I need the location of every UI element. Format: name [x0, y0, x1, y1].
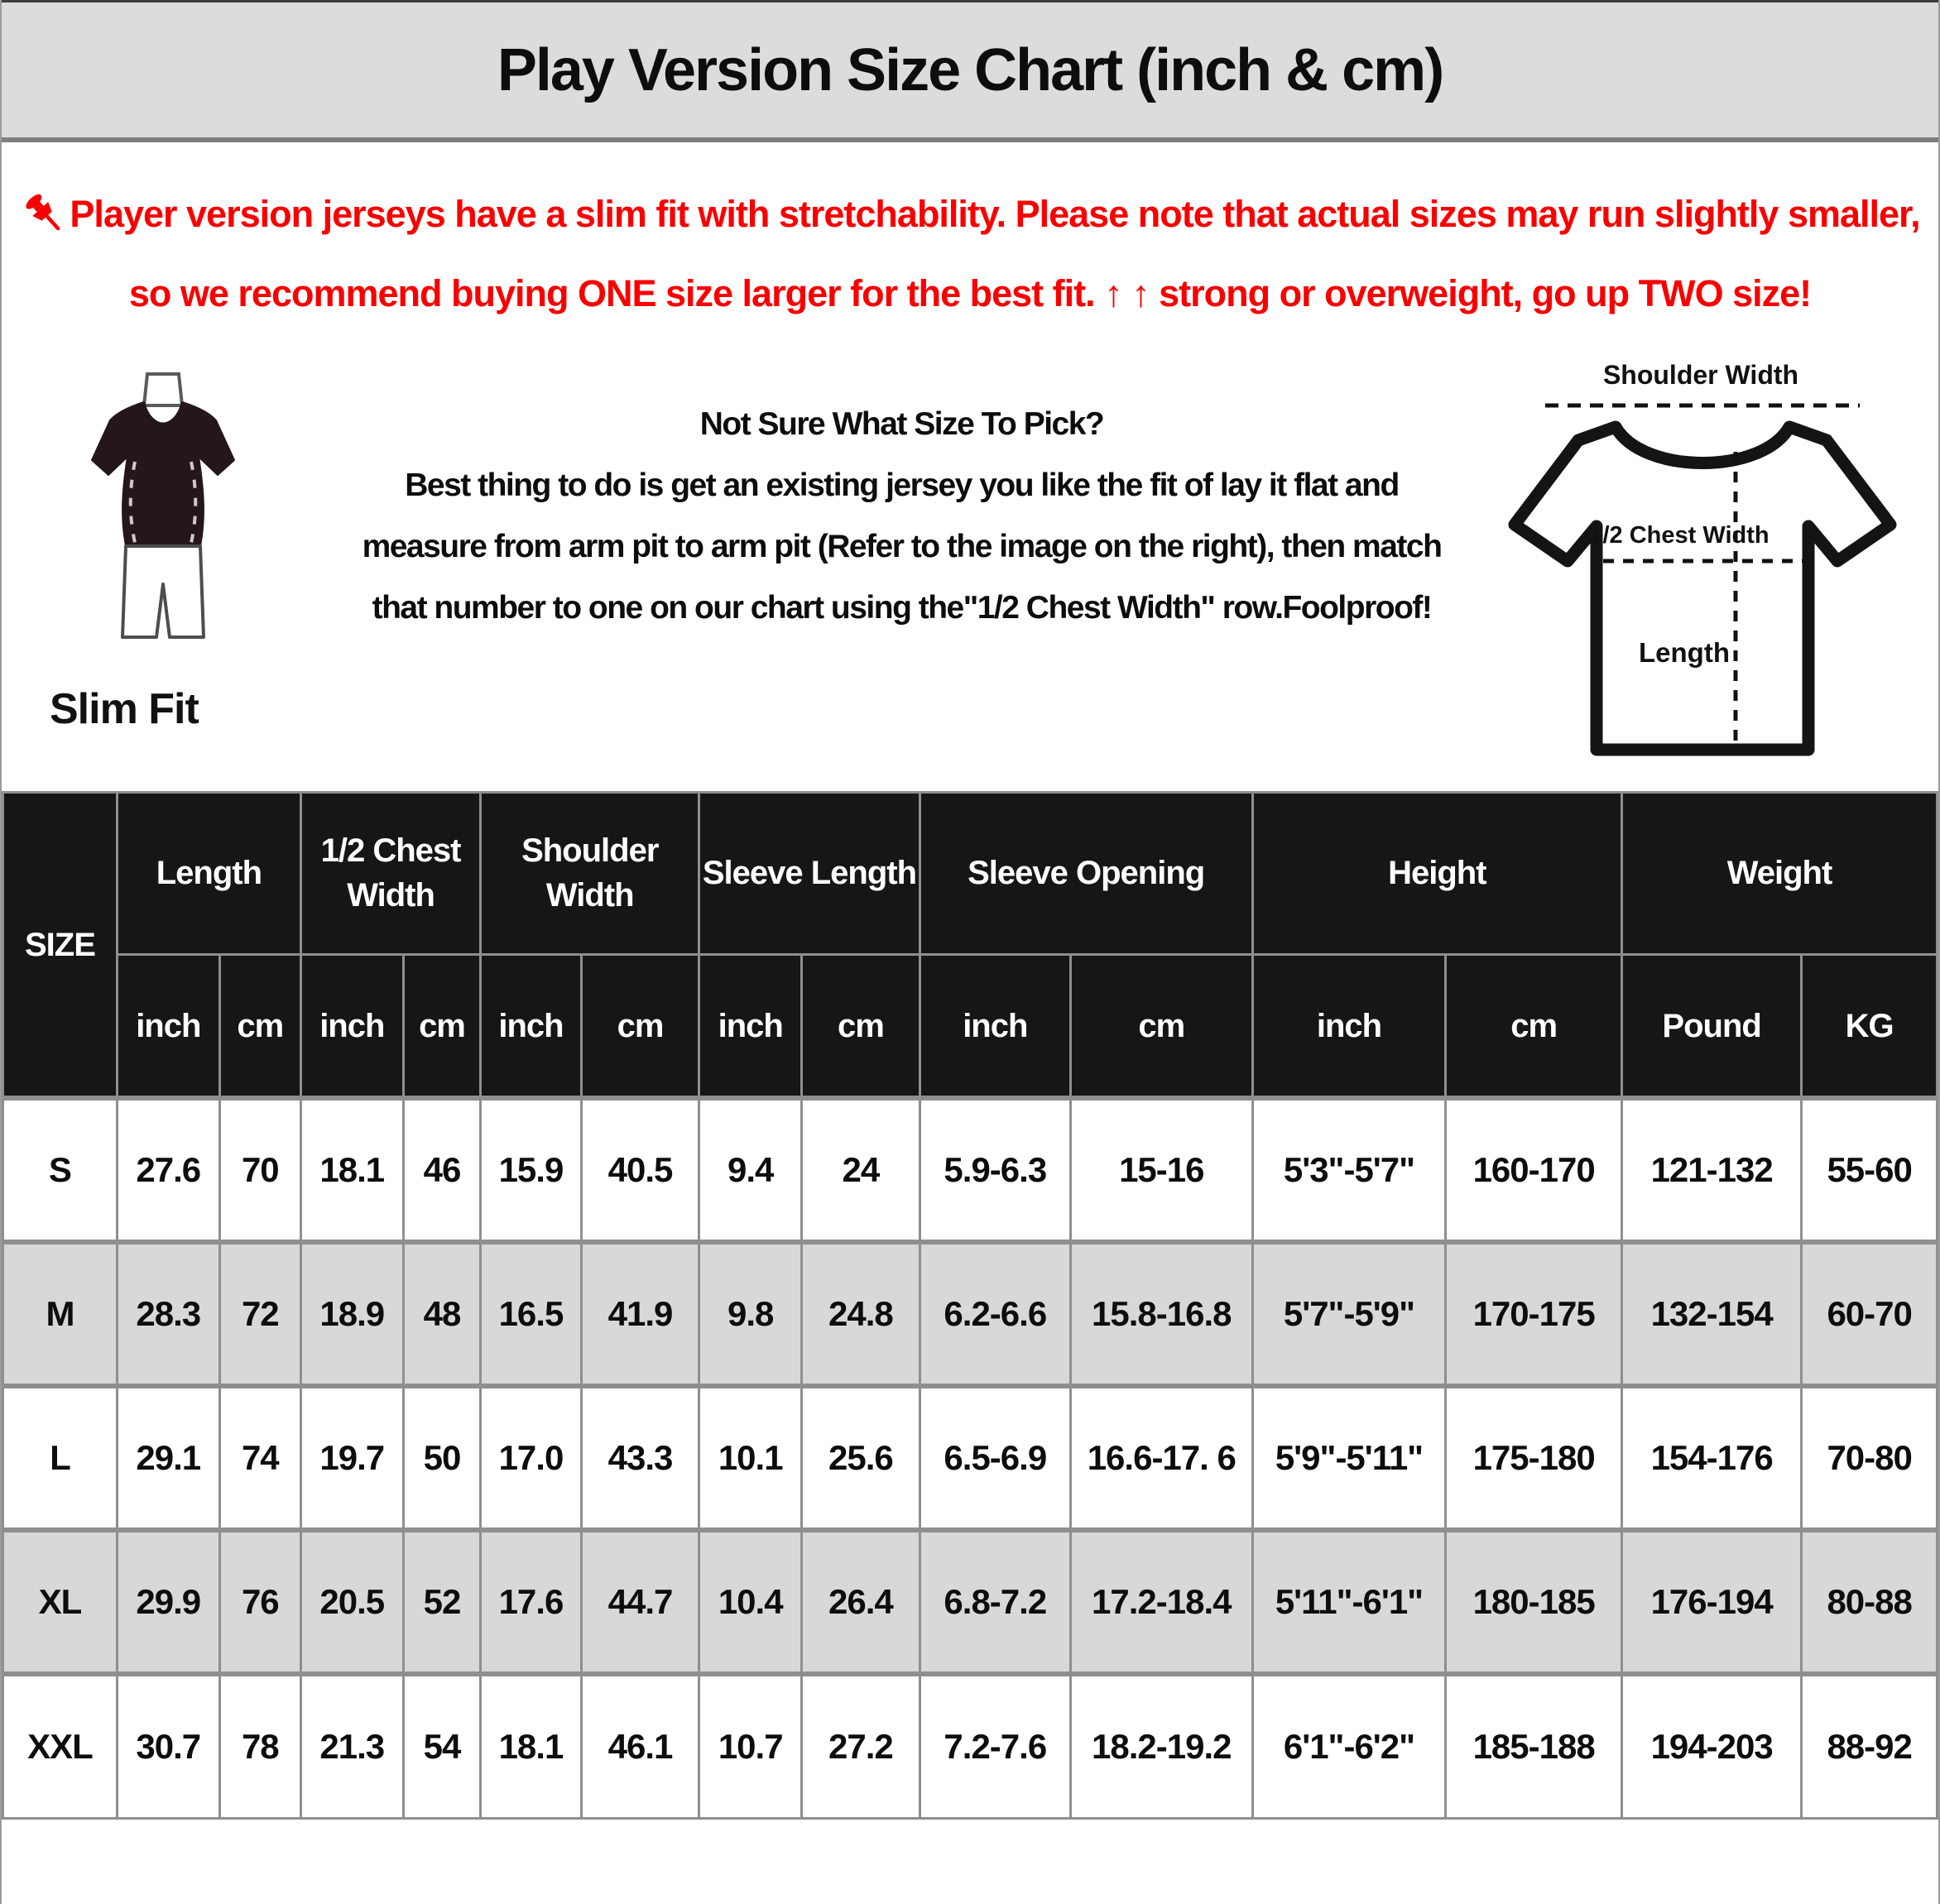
value-cell: 175-180 [1446, 1386, 1622, 1530]
value-cell: 6'1"-6'2" [1252, 1674, 1446, 1818]
value-cell: 44.7 [581, 1530, 699, 1674]
value-cell: 18.9 [300, 1242, 403, 1386]
unit-header: inch [117, 954, 219, 1098]
value-cell: 74 [219, 1386, 300, 1530]
unit-header: cm [219, 954, 300, 1098]
col-group-sleeve-length: Sleeve Length [699, 792, 920, 954]
table-row [3, 1098, 1938, 1242]
fit-notice [15, 180, 1925, 328]
diagram-length-label: Length [1639, 636, 1730, 668]
slim-fit-icon [64, 369, 262, 646]
value-cell: 28.3 [117, 1242, 219, 1386]
value-cell: 10.7 [699, 1674, 802, 1818]
size-cell: S [3, 1098, 118, 1242]
value-cell: 41.9 [581, 1242, 699, 1386]
value-cell: 60-70 [1802, 1242, 1938, 1386]
value-cell: 80-88 [1802, 1530, 1938, 1674]
unit-header: inch [1252, 954, 1446, 1098]
value-cell: 88-92 [1802, 1674, 1938, 1818]
fit-guide-text [324, 346, 1479, 770]
value-cell: 55-60 [1802, 1098, 1938, 1242]
fit-guide-section [2, 346, 1938, 770]
value-cell: 19.7 [300, 1386, 403, 1530]
value-cell: 18.2-19.2 [1070, 1674, 1252, 1818]
col-group-sleeve-opening: Sleeve Opening [920, 792, 1252, 954]
value-cell: 9.4 [699, 1098, 802, 1242]
value-cell: 6.8-7.2 [920, 1530, 1070, 1674]
value-cell: 10.4 [699, 1530, 802, 1674]
value-cell: 21.3 [300, 1674, 403, 1818]
size-cell: M [3, 1242, 118, 1386]
value-cell: 5'11"-6'1" [1252, 1530, 1446, 1674]
size-table-body [3, 1098, 1938, 1818]
value-cell: 180-185 [1446, 1530, 1622, 1674]
unit-header: cm [1070, 954, 1252, 1098]
value-cell: 50 [403, 1386, 480, 1530]
value-cell: 194-203 [1621, 1674, 1801, 1818]
col-group-weight: Weight [1621, 792, 1937, 954]
value-cell: 16.6-17. 6 [1070, 1386, 1252, 1530]
value-cell: 17.0 [481, 1386, 582, 1530]
value-cell: 24.8 [802, 1242, 920, 1386]
value-cell: 154-176 [1621, 1386, 1801, 1530]
value-cell: 52 [403, 1530, 480, 1674]
value-cell: 15-16 [1070, 1098, 1252, 1242]
size-header: SIZE [3, 792, 118, 1098]
tshirt-measurement-diagram [1479, 346, 1938, 770]
slim-fit-block [2, 346, 324, 770]
value-cell: 18.1 [481, 1674, 582, 1818]
value-cell: 6.2-6.6 [920, 1242, 1070, 1386]
value-cell: 72 [219, 1242, 300, 1386]
value-cell: 16.5 [481, 1242, 582, 1386]
value-cell: 170-175 [1446, 1242, 1622, 1386]
table-header-unit-row [3, 954, 1938, 1098]
value-cell: 78 [219, 1674, 300, 1818]
value-cell: 176-194 [1621, 1530, 1801, 1674]
unit-header: inch [699, 954, 802, 1098]
value-cell: 185-188 [1446, 1674, 1622, 1818]
value-cell: 24 [802, 1098, 920, 1242]
value-cell: 27.6 [117, 1098, 219, 1242]
tshirt-outline [1515, 427, 1890, 750]
value-cell: 18.1 [300, 1098, 403, 1242]
value-cell: 20.5 [300, 1530, 403, 1674]
unit-header: inch [300, 954, 403, 1098]
value-cell: 17.6 [481, 1530, 582, 1674]
value-cell: 15.9 [481, 1098, 582, 1242]
fit-notice-text: Player version jerseys have a slim fit with stretchability. Please note that actual sizes may run slightly smaller, so we recommend buying ONE size larger for the best fit. ↑ ↑ strong or overweight, go up TWO size! [70, 193, 1920, 314]
value-cell: 70-80 [1802, 1386, 1938, 1530]
value-cell: 15.8-16.8 [1070, 1242, 1252, 1386]
value-cell: 54 [403, 1674, 480, 1818]
value-cell: 121-132 [1621, 1098, 1801, 1242]
col-group-height: Height [1252, 792, 1621, 954]
size-chart-table [2, 791, 1938, 1820]
value-cell: 29.1 [117, 1386, 219, 1530]
size-cell: L [3, 1386, 118, 1530]
unit-header: inch [920, 954, 1070, 1098]
value-cell: 25.6 [802, 1386, 920, 1530]
fit-guide-body: Best thing to do is get an existing jersey you like the fit of lay it flat and measure from arm pit to arm pit (Refer to the image on the right), then match that number to one on our chart using the"1/2 Chest Width" row.Foolproof! [362, 467, 1442, 626]
value-cell: 6.5-6.9 [920, 1386, 1070, 1530]
unit-header: cm [403, 954, 480, 1098]
table-row [3, 1530, 1938, 1674]
col-group-half-chest-width: 1/2 Chest Width [300, 792, 480, 954]
value-cell: 10.1 [699, 1386, 802, 1530]
value-cell: 48 [403, 1242, 480, 1386]
table-row [3, 1674, 1938, 1818]
size-cell: XL [3, 1530, 118, 1674]
value-cell: 5'7"-5'9" [1252, 1242, 1446, 1386]
value-cell: 46 [403, 1098, 480, 1242]
unit-header: Pound [1621, 954, 1801, 1098]
unit-header: cm [581, 954, 699, 1098]
value-cell: 26.4 [802, 1530, 920, 1674]
diagram-half-chest-label: 1/2 Chest Width [1589, 521, 1770, 549]
col-group-shoulder-width: Shoulder Width [481, 792, 699, 954]
value-cell: 5'9"-5'11" [1252, 1386, 1446, 1530]
value-cell: 43.3 [581, 1386, 699, 1530]
value-cell: 160-170 [1446, 1098, 1622, 1242]
unit-header: inch [481, 954, 582, 1098]
value-cell: 29.9 [117, 1530, 219, 1674]
pushpin-icon [20, 190, 68, 260]
unit-header: cm [1446, 954, 1622, 1098]
value-cell: 5'3"-5'7" [1252, 1098, 1446, 1242]
table-row [3, 1386, 1938, 1530]
value-cell: 40.5 [581, 1098, 699, 1242]
table-header-group-row [3, 792, 1938, 954]
value-cell: 132-154 [1621, 1242, 1801, 1386]
table-row [3, 1242, 1938, 1386]
slim-fit-label: Slim Fit [50, 684, 199, 733]
value-cell: 76 [219, 1530, 300, 1674]
unit-header: cm [802, 954, 920, 1098]
diagram-shoulder-width-label: Shoulder Width [1602, 359, 1799, 390]
size-cell: XXL [3, 1674, 118, 1818]
value-cell: 30.7 [117, 1674, 219, 1818]
value-cell: 27.2 [802, 1674, 920, 1818]
value-cell: 70 [219, 1098, 300, 1242]
page-title: Play Version Size Chart (inch & cm) [497, 36, 1443, 103]
value-cell: 7.2-7.6 [920, 1674, 1070, 1818]
unit-header: KG [1802, 954, 1938, 1098]
value-cell: 17.2-18.4 [1070, 1530, 1252, 1674]
value-cell: 9.8 [699, 1242, 802, 1386]
value-cell: 46.1 [581, 1674, 699, 1818]
title-bar [2, 0, 1938, 142]
col-group-length: Length [117, 792, 300, 954]
fit-guide-heading: Not Sure What Size To Pick? [699, 405, 1104, 442]
value-cell: 5.9-6.3 [920, 1098, 1070, 1242]
